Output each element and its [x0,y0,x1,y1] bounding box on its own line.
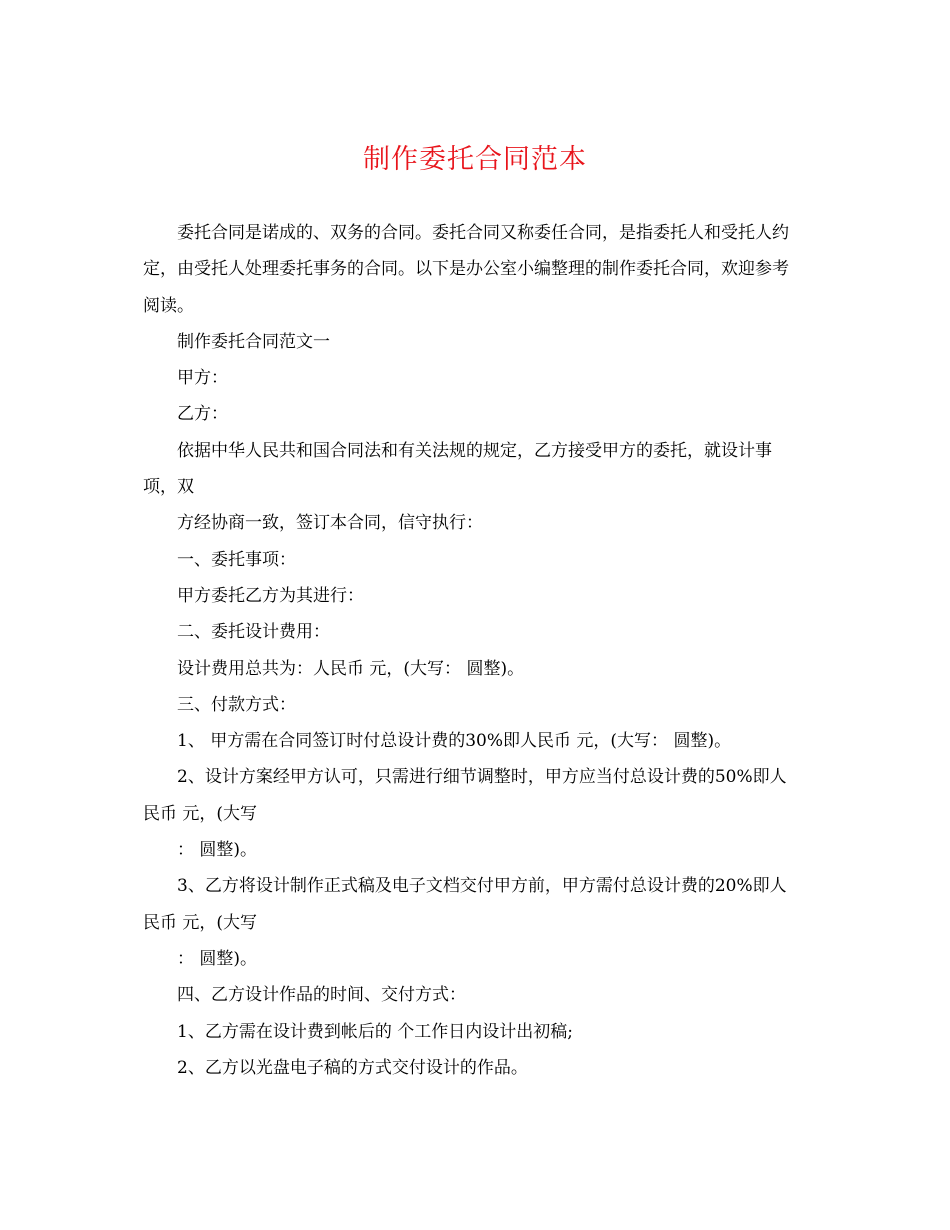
paragraph-payment-3-cont: ： 圆整)。 [177,948,258,969]
paragraph-basis: 依据中华人民共和国合同法和有关法规的规定，乙方接受甲方的委托，就设计事项，双 [143,440,772,498]
paragraph-clause-2-body: 设计费用总共为：人民币 元，(大写： 圆整)。 [177,658,525,679]
document-body [143,215,803,1086]
paragraph-payment-2: 2、设计方案经甲方认可，只需进行细节调整时，甲方应当付总设计费的50%即人民币 元，(大写 [143,767,787,824]
paragraph-basis-cont: 方经协商一致，签订本合同，信守执行： [177,513,483,534]
paragraph-party-a: 甲方： [177,368,228,389]
paragraph-payment-3: 3、乙方将设计制作正式稿及电子文档交付甲方前，甲方需付总设计费的20%即人民币 元，(大写 [143,876,787,933]
paragraph-delivery-2: 2、乙方以光盘电子稿的方式交付设计的作品。 [177,1057,528,1078]
paragraph-clause-4-heading: 四、乙方设计作品的时间、交付方式： [177,985,466,1006]
paragraph-payment-2-cont: ： 圆整)。 [177,840,258,861]
paragraph-clause-1-body: 甲方委托乙方为其进行： [177,585,364,606]
paragraph-intro: 委托合同是诺成的、双务的合同。委托合同又称委任合同，是指委托人和受托人约定，由受托人处理委托事务的合同。以下是办公室小编整理的制作委托合同，欢迎参考阅读。 [143,223,789,316]
paragraph-clause-1-heading: 一、委托事项： [177,549,296,570]
paragraph-payment-1: 1、 甲方需在合同签订时付总设计费的30%即人民币 元，(大写： 圆整)。 [177,731,732,752]
paragraph-delivery-1: 1、乙方需在设计费到帐后的 个工作日内设计出初稿; [177,1021,573,1042]
paragraph-section-heading: 制作委托合同范文一 [177,331,330,352]
paragraph-clause-2-heading: 二、委托设计费用： [177,622,330,643]
paragraph-party-b: 乙方： [177,404,228,425]
document-title: 制作委托合同范本 [363,144,587,175]
paragraph-clause-3-heading: 三、付款方式： [177,694,296,715]
